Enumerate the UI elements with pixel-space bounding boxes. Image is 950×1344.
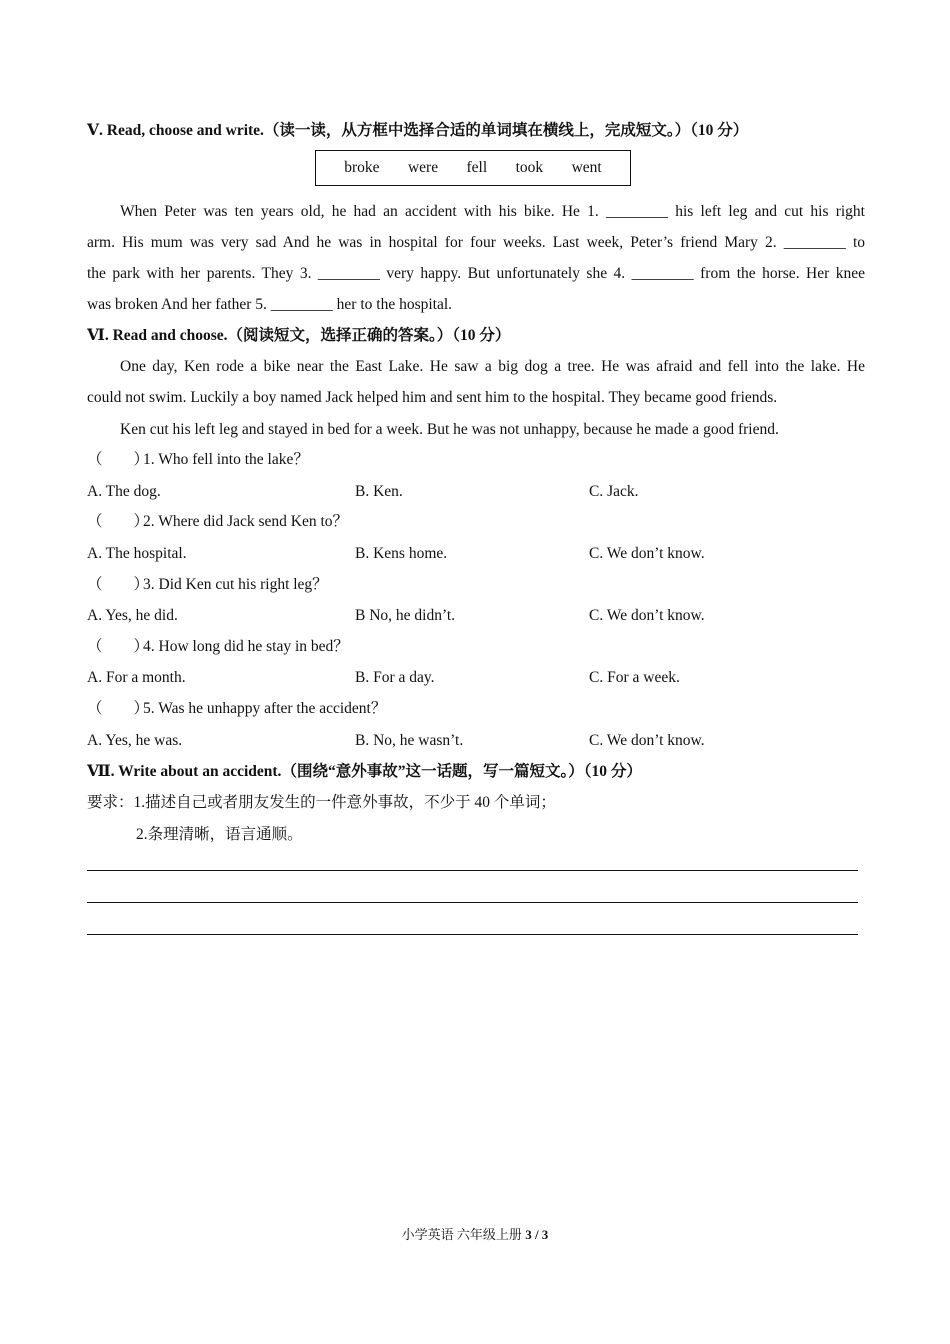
word-bank-item: fell [466, 159, 488, 176]
section-7-heading [87, 762, 642, 782]
option-a: A. The dog. [87, 483, 161, 500]
footer-label: 小学英语 六年级上册 [401, 1227, 526, 1242]
answer-parenthesis[interactable]: （ ） [87, 638, 150, 655]
option-b: B No, he didn’t. [355, 607, 456, 624]
option-a: A. Yes, he did. [87, 607, 178, 624]
page-number: 3 / 3 [525, 1227, 549, 1242]
answer-parenthesis[interactable]: （ ） [87, 513, 150, 530]
section-6-heading [87, 326, 510, 346]
option-c: C. Jack. [589, 483, 639, 500]
passage-6-line: Ken cut his left leg and stayed in bed for a week. But he was not unhappy, because he made a good friend. [120, 421, 779, 438]
option-b: B. No, he wasn’t. [355, 732, 464, 749]
option-b: B. For a day. [355, 669, 435, 686]
page-footer [0, 1226, 950, 1244]
passage-6-line: One day, Ken rode a bike near the East Lake. He saw a big dog a tree. He was afraid and fell into the lake. He [120, 358, 865, 375]
word-bank-item: took [515, 159, 544, 176]
section-5-instruction: （读一读，从方框中选择合适的单词填在横线上，完成短文。）（10 分） [263, 122, 749, 139]
section-5-heading [87, 121, 748, 141]
passage-5-line: arm. His mum was very sad And he was in hospital for four weeks. Last week, Peter’s friend Mary 2. ________ to [87, 234, 865, 251]
option-c: C. We don’t know. [589, 545, 705, 562]
question-2 [87, 512, 348, 532]
question-text: 5. Was he unhappy after the accident？ [143, 700, 387, 717]
question-text: 2. Where did Jack send Ken to？ [143, 513, 349, 530]
question-1 [87, 450, 309, 470]
writing-line[interactable] [87, 902, 858, 903]
passage-5-line: was broken And her father 5. ________ her to the hospital. [87, 296, 453, 313]
section-7-title: Ⅶ. Write about an accident. [87, 763, 282, 780]
word-bank-box [315, 150, 631, 186]
word-bank-item: were [407, 159, 439, 176]
option-c: C. For a week. [589, 669, 680, 686]
section-6-title: Ⅵ. Read and choose. [87, 327, 228, 344]
writing-line[interactable] [87, 934, 858, 935]
question-text: 3. Did Ken cut his right leg？ [143, 576, 328, 593]
requirement-1: 要求：1.描述自己或者朋友发生的一件意外事故，不少于 40 个单词； [87, 794, 556, 811]
section-5-title: Ⅴ. Read, choose and write. [87, 122, 264, 139]
question-5 [87, 699, 386, 719]
option-b: B. Ken. [355, 483, 403, 500]
question-text: 1. Who fell into the lake？ [143, 451, 309, 468]
section-7-instruction: （围绕“意外事故”这一话题，写一篇短文。）（10 分） [281, 763, 642, 780]
passage-5-line: When Peter was ten years old, he had an accident with his bike. He 1. ________ his left leg and cut his right [120, 203, 865, 220]
answer-parenthesis[interactable]: （ ） [87, 576, 150, 593]
option-c: C. We don’t know. [589, 732, 705, 749]
option-c: C. We don’t know. [589, 607, 705, 624]
option-a: A. The hospital. [87, 545, 187, 562]
section-6-instruction: （阅读短文，选择正确的答案。）（10 分） [227, 327, 511, 344]
writing-line[interactable] [87, 870, 858, 871]
question-3 [87, 575, 328, 595]
word-bank-item: broke [344, 159, 380, 176]
option-b: B. Kens home. [355, 545, 448, 562]
passage-6-line: could not swim. Luckily a boy named Jack helped him and sent him to the hospital. They became good friends. [87, 389, 778, 406]
answer-parenthesis[interactable]: （ ） [87, 700, 150, 717]
requirement-2: 2.条理清晰，语言通顺。 [136, 826, 303, 843]
question-4 [87, 637, 349, 657]
question-text: 4. How long did he stay in bed？ [143, 638, 349, 655]
option-a: A. For a month. [87, 669, 186, 686]
answer-parenthesis[interactable]: （ ） [87, 451, 150, 468]
passage-5-line: the park with her parents. They 3. ________ very happy. But unfortunately she 4. ________ from the horse. Her knee [87, 265, 865, 282]
word-bank-item: went [571, 159, 602, 176]
option-a: A. Yes, he was. [87, 732, 183, 749]
